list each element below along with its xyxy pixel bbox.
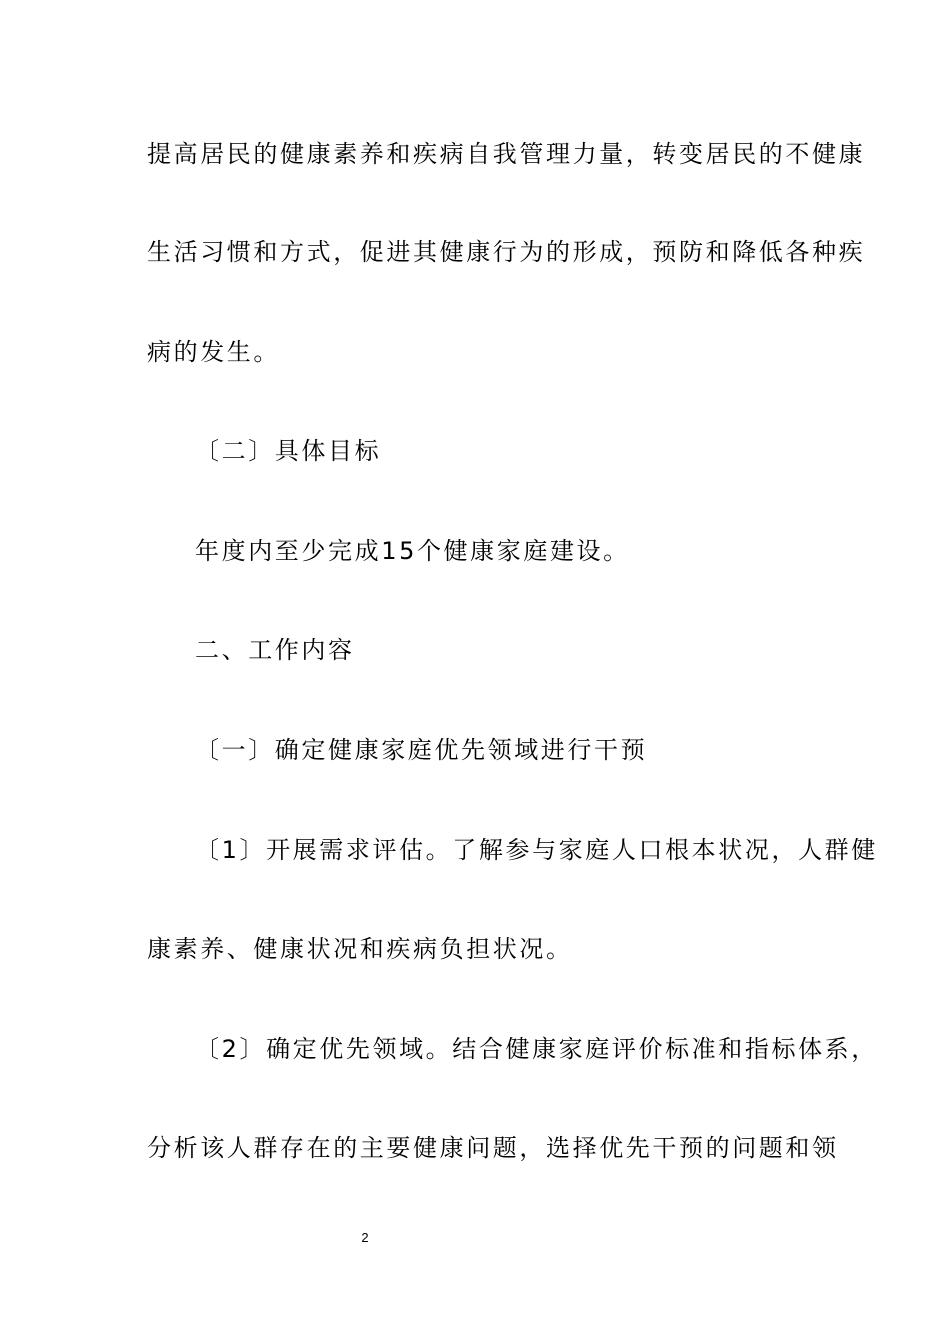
item-1-line-2: 康素养、健康状况和疾病负担状况。 xyxy=(147,935,573,963)
subsection-heading-priority-areas: 〔一〕确定健康家庭优先领域进行干预 xyxy=(195,736,648,764)
section-heading-specific-goals: 〔二〕具体目标 xyxy=(195,437,382,465)
page-number: 2 xyxy=(361,1230,369,1245)
item-2-line-2: 分析该人群存在的主要健康问题，选择优先干预的问题和领 xyxy=(147,1134,839,1162)
section-heading-work-content: 二、工作内容 xyxy=(195,636,355,664)
paragraph-line-3: 病的发生。 xyxy=(147,338,280,366)
item-1-line-1: 〔1〕开展需求评估。了解参与家庭人口根本状况，人群健 xyxy=(195,836,878,864)
item-2-line-1: 〔2〕确定优先领域。结合健康家庭评价标准和指标体系， xyxy=(195,1035,878,1063)
paragraph-line-1: 提高居民的健康素养和疾病自我管理力量，转变居民的不健康 xyxy=(147,140,866,168)
paragraph-goal-text: 年度内至少完成15个健康家庭建设。 xyxy=(195,537,630,565)
paragraph-line-2: 生活习惯和方式，促进其健康行为的形成，预防和降低各种疾 xyxy=(147,238,866,266)
